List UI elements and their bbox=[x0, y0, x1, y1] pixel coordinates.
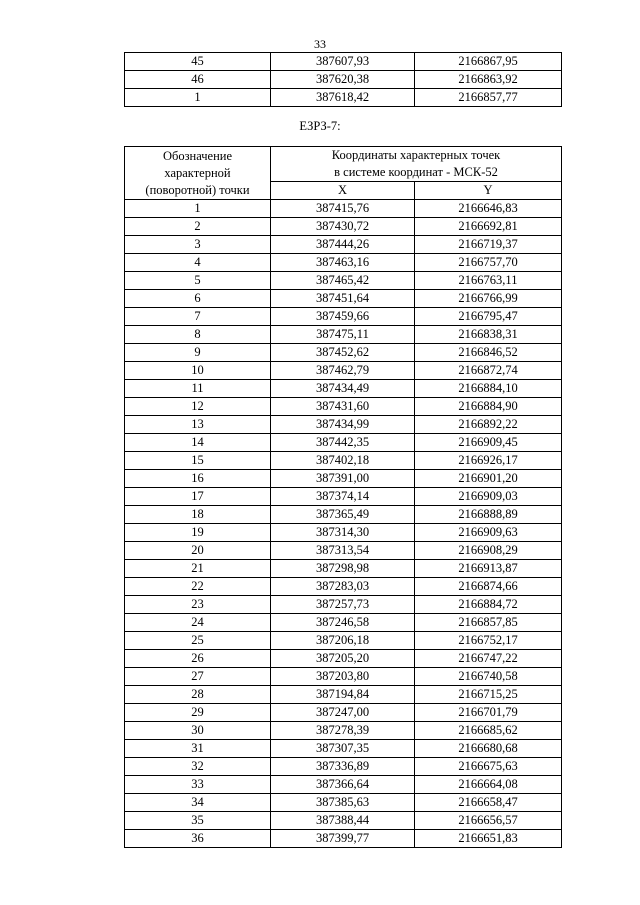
x-coordinate-cell: 387451,64 bbox=[271, 290, 415, 308]
y-coordinate-cell: 2166863,92 bbox=[415, 71, 562, 89]
x-coordinate-cell: 387415,76 bbox=[271, 200, 415, 218]
x-coordinate-cell: 387618,42 bbox=[271, 89, 415, 107]
table-row bbox=[125, 434, 562, 452]
table-header bbox=[125, 147, 562, 200]
section-title: ЕЗРЗ-7: bbox=[299, 119, 341, 133]
y-column-header: Y bbox=[415, 182, 562, 200]
y-coordinate-cell: 2166651,83 bbox=[415, 830, 562, 848]
point-number-cell: 25 bbox=[125, 632, 271, 650]
coordinates-header-line2: в системе координат - МСК-52 bbox=[271, 164, 562, 182]
y-coordinate-cell: 2166901,20 bbox=[415, 470, 562, 488]
y-coordinate-cell: 2166884,72 bbox=[415, 596, 562, 614]
x-coordinate-cell: 387430,72 bbox=[271, 218, 415, 236]
point-number-cell: 22 bbox=[125, 578, 271, 596]
point-number-cell: 3 bbox=[125, 236, 271, 254]
x-coordinate-cell: 387247,00 bbox=[271, 704, 415, 722]
table-row bbox=[125, 326, 562, 344]
point-number-cell: 21 bbox=[125, 560, 271, 578]
table-row bbox=[125, 470, 562, 488]
x-coordinate-cell: 387283,03 bbox=[271, 578, 415, 596]
y-coordinate-cell: 2166872,74 bbox=[415, 362, 562, 380]
table-row bbox=[125, 794, 562, 812]
table-row bbox=[125, 218, 562, 236]
table-row bbox=[125, 776, 562, 794]
point-number-cell: 11 bbox=[125, 380, 271, 398]
point-number-cell: 31 bbox=[125, 740, 271, 758]
point-number-cell: 20 bbox=[125, 542, 271, 560]
table-row bbox=[125, 812, 562, 830]
x-coordinate-cell: 387203,80 bbox=[271, 668, 415, 686]
point-number-cell: 24 bbox=[125, 614, 271, 632]
point-number-cell: 14 bbox=[125, 434, 271, 452]
x-coordinate-cell: 387388,44 bbox=[271, 812, 415, 830]
y-coordinate-cell: 2166884,10 bbox=[415, 380, 562, 398]
table-row bbox=[125, 488, 562, 506]
point-number-cell: 32 bbox=[125, 758, 271, 776]
point-number-cell: 6 bbox=[125, 290, 271, 308]
x-coordinate-cell: 387206,18 bbox=[271, 632, 415, 650]
x-coordinate-cell: 387374,14 bbox=[271, 488, 415, 506]
x-coordinate-cell: 387278,39 bbox=[271, 722, 415, 740]
y-coordinate-cell: 2166795,47 bbox=[415, 308, 562, 326]
x-coordinate-cell: 387459,66 bbox=[271, 308, 415, 326]
y-coordinate-cell: 2166926,17 bbox=[415, 452, 562, 470]
table-row bbox=[125, 686, 562, 704]
x-coordinate-cell: 387391,00 bbox=[271, 470, 415, 488]
coordinates-table bbox=[124, 146, 562, 848]
y-coordinate-cell: 2166884,90 bbox=[415, 398, 562, 416]
table-row bbox=[125, 668, 562, 686]
y-coordinate-cell: 2166646,83 bbox=[415, 200, 562, 218]
x-coordinate-cell: 387444,26 bbox=[271, 236, 415, 254]
point-number-cell: 13 bbox=[125, 416, 271, 434]
x-coordinate-cell: 387307,35 bbox=[271, 740, 415, 758]
point-number-cell: 12 bbox=[125, 398, 271, 416]
table-row bbox=[125, 542, 562, 560]
y-coordinate-cell: 2166752,17 bbox=[415, 632, 562, 650]
page-number: 33 bbox=[314, 37, 326, 51]
point-number-cell: 1 bbox=[125, 200, 271, 218]
table-row bbox=[125, 416, 562, 434]
point-number-cell: 15 bbox=[125, 452, 271, 470]
point-number-cell: 19 bbox=[125, 524, 271, 542]
continued-coordinates-table bbox=[124, 52, 562, 107]
y-coordinate-cell: 2166874,66 bbox=[415, 578, 562, 596]
point-number-cell: 16 bbox=[125, 470, 271, 488]
y-coordinate-cell: 2166757,70 bbox=[415, 254, 562, 272]
x-coordinate-cell: 387385,63 bbox=[271, 794, 415, 812]
table-row bbox=[125, 236, 562, 254]
table-row bbox=[125, 650, 562, 668]
table-row bbox=[125, 578, 562, 596]
point-number-cell: 23 bbox=[125, 596, 271, 614]
x-coordinate-cell: 387246,58 bbox=[271, 614, 415, 632]
point-designation-header bbox=[125, 147, 271, 200]
y-coordinate-cell: 2166658,47 bbox=[415, 794, 562, 812]
x-coordinate-cell: 387257,73 bbox=[271, 596, 415, 614]
y-coordinate-cell: 2166867,95 bbox=[415, 53, 562, 71]
x-coordinate-cell: 387313,54 bbox=[271, 542, 415, 560]
x-coordinate-cell: 387434,99 bbox=[271, 416, 415, 434]
y-coordinate-cell: 2166888,89 bbox=[415, 506, 562, 524]
table-row bbox=[125, 53, 562, 71]
y-coordinate-cell: 2166909,03 bbox=[415, 488, 562, 506]
y-coordinate-cell: 2166685,62 bbox=[415, 722, 562, 740]
y-coordinate-cell: 2166763,11 bbox=[415, 272, 562, 290]
y-coordinate-cell: 2166766,99 bbox=[415, 290, 562, 308]
point-number-cell: 27 bbox=[125, 668, 271, 686]
y-coordinate-cell: 2166692,81 bbox=[415, 218, 562, 236]
table-row bbox=[125, 380, 562, 398]
table-row bbox=[125, 71, 562, 89]
point-number-cell: 33 bbox=[125, 776, 271, 794]
y-coordinate-cell: 2166740,58 bbox=[415, 668, 562, 686]
point-number-cell: 1 bbox=[125, 89, 271, 107]
y-coordinate-cell: 2166909,45 bbox=[415, 434, 562, 452]
point-number-cell: 34 bbox=[125, 794, 271, 812]
continued-table-body bbox=[125, 53, 562, 107]
x-coordinate-cell: 387434,49 bbox=[271, 380, 415, 398]
table-row bbox=[125, 614, 562, 632]
table-row bbox=[125, 254, 562, 272]
table-row bbox=[125, 452, 562, 470]
y-coordinate-cell: 2166680,68 bbox=[415, 740, 562, 758]
y-coordinate-cell: 2166908,29 bbox=[415, 542, 562, 560]
table-row bbox=[125, 704, 562, 722]
x-coordinate-cell: 387366,64 bbox=[271, 776, 415, 794]
x-column-header: X bbox=[271, 182, 415, 200]
table-row bbox=[125, 632, 562, 650]
x-coordinate-cell: 387205,20 bbox=[271, 650, 415, 668]
table-row bbox=[125, 506, 562, 524]
point-number-cell: 35 bbox=[125, 812, 271, 830]
point-number-cell: 18 bbox=[125, 506, 271, 524]
point-number-cell: 10 bbox=[125, 362, 271, 380]
header-col1-line2: характерной bbox=[164, 165, 231, 180]
coordinates-header-line1: Координаты характерных точек bbox=[271, 147, 562, 165]
x-coordinate-cell: 387442,35 bbox=[271, 434, 415, 452]
y-coordinate-cell: 2166892,22 bbox=[415, 416, 562, 434]
table-row bbox=[125, 272, 562, 290]
x-coordinate-cell: 387607,93 bbox=[271, 53, 415, 71]
y-coordinate-cell: 2166857,85 bbox=[415, 614, 562, 632]
point-number-cell: 46 bbox=[125, 71, 271, 89]
table-row bbox=[125, 362, 562, 380]
coordinates-table-body bbox=[125, 200, 562, 848]
point-number-cell: 8 bbox=[125, 326, 271, 344]
x-coordinate-cell: 387465,42 bbox=[271, 272, 415, 290]
point-number-cell: 7 bbox=[125, 308, 271, 326]
x-coordinate-cell: 387463,16 bbox=[271, 254, 415, 272]
x-coordinate-cell: 387620,38 bbox=[271, 71, 415, 89]
x-coordinate-cell: 387336,89 bbox=[271, 758, 415, 776]
table-row bbox=[125, 344, 562, 362]
x-coordinate-cell: 387194,84 bbox=[271, 686, 415, 704]
point-number-cell: 45 bbox=[125, 53, 271, 71]
table-row bbox=[125, 830, 562, 848]
point-number-cell: 28 bbox=[125, 686, 271, 704]
x-coordinate-cell: 387399,77 bbox=[271, 830, 415, 848]
x-coordinate-cell: 387452,62 bbox=[271, 344, 415, 362]
table-row bbox=[125, 560, 562, 578]
x-coordinate-cell: 387365,49 bbox=[271, 506, 415, 524]
point-number-cell: 30 bbox=[125, 722, 271, 740]
y-coordinate-cell: 2166715,25 bbox=[415, 686, 562, 704]
x-coordinate-cell: 387431,60 bbox=[271, 398, 415, 416]
table-row bbox=[125, 758, 562, 776]
table-row bbox=[125, 596, 562, 614]
x-coordinate-cell: 387314,30 bbox=[271, 524, 415, 542]
x-coordinate-cell: 387298,98 bbox=[271, 560, 415, 578]
y-coordinate-cell: 2166656,57 bbox=[415, 812, 562, 830]
x-coordinate-cell: 387402,18 bbox=[271, 452, 415, 470]
table-row bbox=[125, 308, 562, 326]
header-col1-line3: (поворотной) точки bbox=[145, 182, 250, 197]
point-number-cell: 29 bbox=[125, 704, 271, 722]
point-number-cell: 26 bbox=[125, 650, 271, 668]
y-coordinate-cell: 2166909,63 bbox=[415, 524, 562, 542]
y-coordinate-cell: 2166846,52 bbox=[415, 344, 562, 362]
x-coordinate-cell: 387462,79 bbox=[271, 362, 415, 380]
table-row bbox=[125, 398, 562, 416]
header-col1-line1: Обозначение bbox=[162, 148, 233, 163]
y-coordinate-cell: 2166913,87 bbox=[415, 560, 562, 578]
point-number-cell: 17 bbox=[125, 488, 271, 506]
point-number-cell: 4 bbox=[125, 254, 271, 272]
y-coordinate-cell: 2166701,79 bbox=[415, 704, 562, 722]
point-number-cell: 2 bbox=[125, 218, 271, 236]
y-coordinate-cell: 2166664,08 bbox=[415, 776, 562, 794]
point-number-cell: 36 bbox=[125, 830, 271, 848]
y-coordinate-cell: 2166675,63 bbox=[415, 758, 562, 776]
y-coordinate-cell: 2166719,37 bbox=[415, 236, 562, 254]
y-coordinate-cell: 2166857,77 bbox=[415, 89, 562, 107]
table-row bbox=[125, 722, 562, 740]
table-row bbox=[125, 524, 562, 542]
table-row bbox=[125, 740, 562, 758]
y-coordinate-cell: 2166838,31 bbox=[415, 326, 562, 344]
table-row bbox=[125, 89, 562, 107]
table-row bbox=[125, 290, 562, 308]
point-number-cell: 9 bbox=[125, 344, 271, 362]
y-coordinate-cell: 2166747,22 bbox=[415, 650, 562, 668]
table-row bbox=[125, 200, 562, 218]
x-coordinate-cell: 387475,11 bbox=[271, 326, 415, 344]
point-number-cell: 5 bbox=[125, 272, 271, 290]
